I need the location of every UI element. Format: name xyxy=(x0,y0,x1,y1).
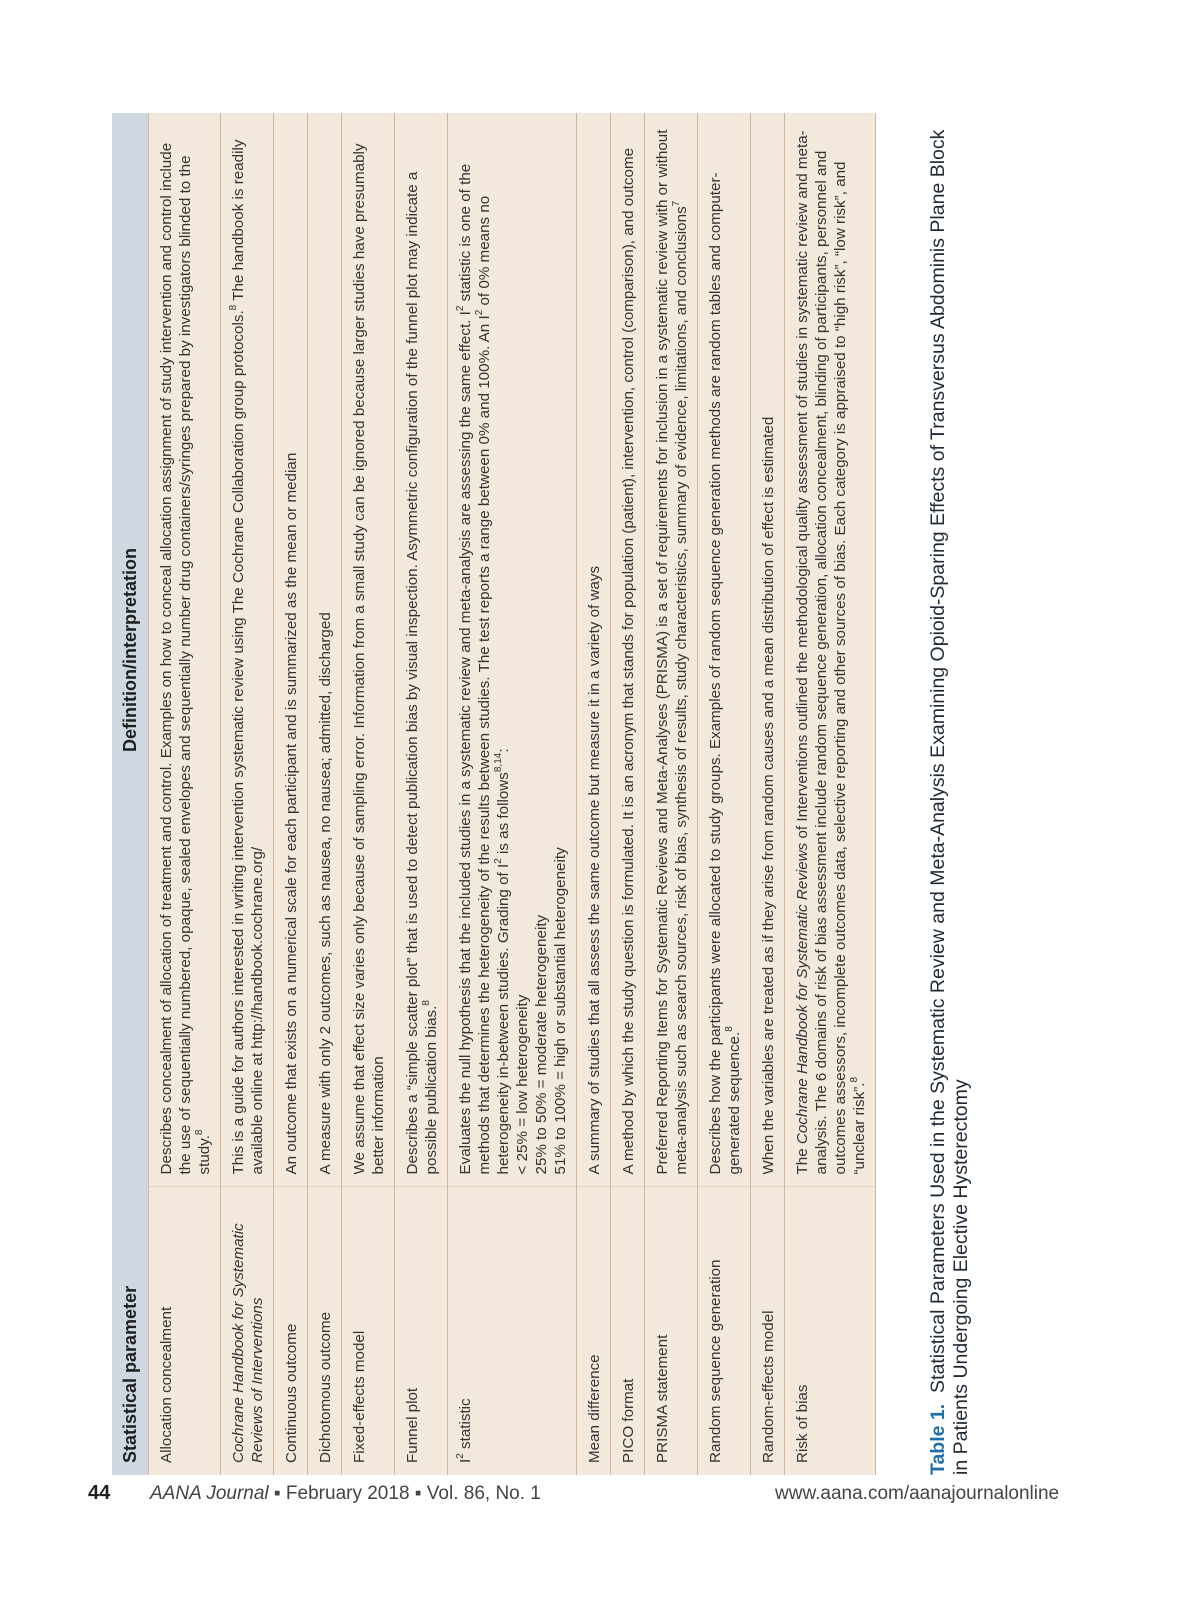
table-row xyxy=(221,113,274,1475)
param-cell: Random sequence generation xyxy=(698,1187,751,1475)
table-row xyxy=(645,113,698,1475)
definition-cell: Describes how the participants were allocated to study groups. Examples of random sequence generation methods are random tables and computer-generated sequence.$^8$ xyxy=(698,113,751,1187)
grading-line: 25% to 50% = moderate heterogeneity xyxy=(533,914,550,1175)
param-cell: PRISMA statement xyxy=(645,1187,698,1475)
param-cell: Fixed-effects model xyxy=(342,1187,395,1475)
table-caption xyxy=(927,113,973,1475)
journal-name: AANA Journal xyxy=(150,1483,269,1504)
definition-cell: A measure with only 2 outcomes, such as nausea, no nausea; admitted, discharged xyxy=(308,113,342,1187)
param-cell: Random-effects model xyxy=(751,1187,785,1475)
definition-cell: An outcome that exists on a numerical scale for each participant and is summarized as the mean or median xyxy=(274,113,308,1187)
param-cell: Mean difference xyxy=(577,1187,611,1475)
table-row xyxy=(308,113,342,1475)
journal-info xyxy=(150,1483,541,1505)
definition-cell: A summary of studies that all assess the same outcome but measure it in a variety of ways xyxy=(577,113,611,1187)
caption-label: Table 1. xyxy=(927,1403,949,1475)
definition-cell: When the variables are treated as if they arise from random causes and a mean distribution of effect is estimated xyxy=(751,113,785,1187)
grading-line: 51% to 100% = high or substantial heterogeneity xyxy=(552,847,569,1175)
param-cell: PICO format xyxy=(611,1187,645,1475)
table-row xyxy=(395,113,448,1475)
definition-cell: The Cochrane Handbook for Systematic Reviews of Interventions outlined the methodological quality assessment of studies in systematic review and meta-analysis. The 6 domains of risk of bias assessment include random sequence generation, allocation concealment, blinding of participants, personnel and outcomes assessors, incomplete outcomes data, selective reporting and other sources of bias. Each category is appraised to “high risk”, “low risk”, and “unclear risk”.$^8$ xyxy=(785,113,876,1187)
param-cell: Allocation concealment xyxy=(149,1187,221,1475)
table-row xyxy=(149,113,221,1475)
definition-cell: We assume that effect size varies only because of sampling error. Information from a small study can be ignored because larger studies have presumably better information xyxy=(342,113,395,1187)
table-row xyxy=(342,113,395,1475)
definition-cell: This is a guide for authors interested in writing intervention systematic review using The Cochrane Collaboration group protocols.$^8$ The handbook is readily available online at http://handbook.cochrane.org/ xyxy=(221,113,274,1187)
table-row xyxy=(751,113,785,1475)
statistical-parameters-table xyxy=(112,113,876,1475)
definition-cell: Describes concealment of allocation of treatment and control. Examples on how to conceal allocation assignment of study intervention and control include the use of sequentially numbered, opaque, sealed envelopes and sequentially number drug containers/syringes prepared by investigators blinded to the study.$^8$ xyxy=(149,113,221,1187)
journal-url: www.aana.com/aanajournalonline xyxy=(775,1483,1060,1504)
table-row xyxy=(698,113,751,1475)
param-cell: $I^2$ statistic xyxy=(448,1187,577,1475)
param-cell: Continuous outcome xyxy=(274,1187,308,1475)
col-header-definition: Definition/interpretation xyxy=(112,113,149,1187)
definition-cell: Preferred Reporting Items for Systematic Reviews and Meta-Analyses (PRISMA) is a set of requirements for inclusion in a systematic review with or without meta-analysis such as search sources, risk of bias, synthesis of results, study characteristics, summary of evidence, limitations, and conclusions$^7$ xyxy=(645,113,698,1187)
param-cell: Risk of bias xyxy=(785,1187,876,1475)
table-row xyxy=(448,113,577,1475)
table-row xyxy=(785,113,876,1475)
param-cell: Dichotomous outcome xyxy=(308,1187,342,1475)
param-cell: Funnel plot xyxy=(395,1187,448,1475)
definition-cell: A method by which the study question is formulated. It is an acronym that stands for population (patient), intervention, control (comparison), and outcome xyxy=(611,113,645,1187)
table-row xyxy=(577,113,611,1475)
col-header-parameter: Statistical parameter xyxy=(112,1187,149,1475)
grading-line: < 25% = low heterogeneity xyxy=(514,994,531,1175)
caption-text: Statistical Parameters Used in the Systematic Review and Meta-Analysis Examining Opioid-Sparing Effects of Transversus Abdominis Plane Block in Patients Undergoing Elective Hysterectomy xyxy=(927,129,972,1475)
rotated-page xyxy=(92,0,972,1475)
definition-cell: Describes a “simple scatter plot” that is used to detect publication bias by visual inspection. Asymmetric configuration of the funnel plot may indicate a possible publication bias.$^8$ xyxy=(395,113,448,1187)
journal-issue: ▪ February 2018 ▪ Vol. 86, No. 1 xyxy=(268,1483,541,1504)
page-number: 44 xyxy=(88,1482,111,1504)
definition-cell: Evaluates the null hypothesis that the included studies in a systematic review and meta-analysis are assessing the same effect. $I^2$ statistic is one of the methods that determines the heterogeneity of the results between studies. The test reports a range between 0% and 100%. An $I^2$ of 0% means no heterogeneity in-between studies. Grading of $I^2$ is as follows$^{8,14}$: < 25% = low heterogeneity 25% to 50% = moderate heterogeneity 51% to 100% = high or substantial heterogeneity xyxy=(448,113,577,1187)
table-row xyxy=(274,113,308,1475)
table-header-row xyxy=(112,113,149,1475)
param-cell: Cochrane Handbook for Systematic Reviews of Interventions xyxy=(221,1187,274,1475)
table-row xyxy=(611,113,645,1475)
